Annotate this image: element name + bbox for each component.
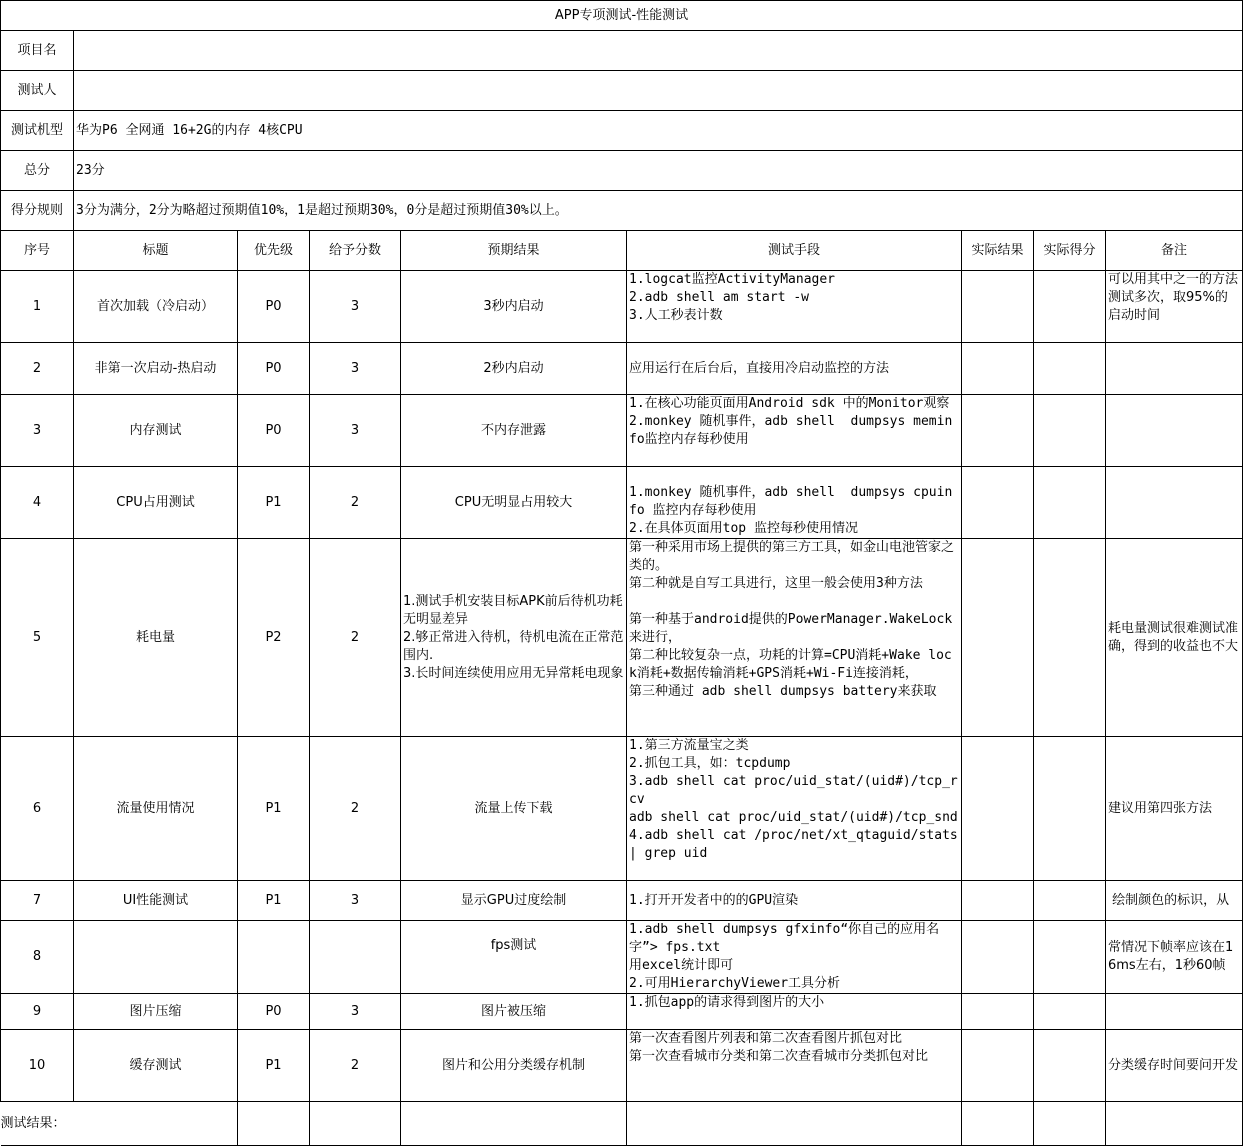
cell-actual-score[interactable] [1034,881,1106,921]
device-label[interactable]: 测试机型 [1,111,74,151]
cell-seq[interactable]: 4 [1,467,74,539]
cell-score[interactable]: 3 [310,881,401,921]
table-row [1,271,1243,343]
header-title[interactable]: 标题 [74,231,238,271]
table-row [1,881,1243,921]
cell-seq[interactable]: 1 [1,271,74,343]
cell-seq[interactable]: 7 [1,881,74,921]
cell-seq[interactable]: 2 [1,343,74,395]
tester-label[interactable]: 测试人 [1,71,74,111]
cell-actual-score[interactable] [1034,467,1106,539]
cell-expected[interactable]: 不内存泄露 [401,395,627,467]
cell-method[interactable]: 1.在核心功能页面用Android sdk 中的Monitor观察 2.monkey 随机事件，adb shell dumpsys meminfo监控内存每秒使用 [627,395,962,467]
cell-method[interactable]: 1.adb shell dumpsys gfxinfo“你自己的应用名字”> fps.txt 用excel统计即可 2.可用HierarchyViewer工具分析 [627,921,962,994]
footer-cell[interactable] [1034,1102,1106,1146]
cell-actual-score[interactable] [1034,539,1106,737]
cell-remark[interactable]: 耗电量测试很难测试准确，得到的收益也不大 [1106,539,1243,737]
cell-expected[interactable]: fps测试 [401,921,627,994]
cell-priority[interactable]: P0 [238,343,310,395]
project-label[interactable]: 项目名 [1,31,74,71]
cell-method[interactable]: 第一次查看图片列表和第二次查看图片抓包对比 第一次查看城市分类和第二次查看城市分类抓包对比 [627,1030,962,1102]
cell-title[interactable]: 缓存测试 [74,1030,238,1102]
cell-remark[interactable]: 常情况下帧率应该在16ms左右，1秒60帧 [1106,921,1243,994]
header-remark[interactable]: 备注 [1106,231,1243,271]
cell-actual-result[interactable] [962,467,1034,539]
rule-label[interactable]: 得分规则 [1,191,74,231]
cell-score[interactable]: 3 [310,343,401,395]
cell-priority[interactable]: P0 [238,395,310,467]
cell-method[interactable]: 1.logcat监控ActivityManager 2.adb shell am start -w 3.人工秒表计数 [627,271,962,343]
cell-actual-score[interactable] [1034,1030,1106,1102]
header-score[interactable]: 给予分数 [310,231,401,271]
tester-value[interactable] [74,71,1243,111]
cell-remark[interactable]: 分类缓存时间要问开发 [1106,1030,1243,1102]
project-value[interactable] [74,31,1243,71]
cell-actual-score[interactable] [1034,994,1106,1030]
table-row [1,343,1243,395]
table-row [1,539,1243,737]
footer-cell[interactable] [310,1102,401,1146]
cell-score[interactable]: 3 [310,271,401,343]
cell-priority[interactable]: P1 [238,467,310,539]
table-row [1,994,1243,1030]
header-actual-result[interactable]: 实际结果 [962,231,1034,271]
cell-actual-result[interactable] [962,994,1034,1030]
cell-priority[interactable]: P0 [238,271,310,343]
cell-score[interactable]: 2 [310,737,401,881]
cell-priority[interactable]: P1 [238,1030,310,1102]
cell-actual-result[interactable] [962,395,1034,467]
cell-seq[interactable]: 6 [1,737,74,881]
cell-priority[interactable] [238,921,310,994]
cell-actual-result[interactable] [962,539,1034,737]
cell-priority[interactable]: P1 [238,881,310,921]
cell-method[interactable]: 1.monkey 随机事件，adb shell dumpsys cpuinfo 监控内存每秒使用 2.在具体页面用top 监控每秒使用情况 [627,467,962,539]
cell-title[interactable]: 非第一次启动-热启动 [74,343,238,395]
cell-score[interactable]: 2 [310,1030,401,1102]
cell-method[interactable]: 1.第三方流量宝之类 2.抓包工具，如：tcpdump 3.adb shell cat proc/uid_stat/(uid#)/tcp_rcv adb shell cat proc/uid_stat/(uid#)/tcp_snd 4.adb shell cat /proc/net/xt_qtaguid/stats | grep uid [627,737,962,881]
cell-actual-score[interactable] [1034,921,1106,994]
footer-row [1,1102,1243,1146]
table-row [1,737,1243,881]
cell-score[interactable]: 2 [310,539,401,737]
cell-method[interactable]: 1.打开开发者中的的GPU渲染 [627,881,962,921]
cell-priority[interactable]: P0 [238,994,310,1030]
header-expected[interactable]: 预期结果 [401,231,627,271]
cell-seq[interactable]: 10 [1,1030,74,1102]
cell-method[interactable]: 1.抓包app的请求得到图片的大小 [627,994,962,1030]
cell-expected[interactable]: 图片和公用分类缓存机制 [401,1030,627,1102]
header-actual-score[interactable]: 实际得分 [1034,231,1106,271]
total-label[interactable]: 总分 [1,151,74,191]
cell-title[interactable]: 耗电量 [74,539,238,737]
cell-actual-score[interactable] [1034,271,1106,343]
cell-score[interactable]: 2 [310,467,401,539]
cell-actual-result[interactable] [962,343,1034,395]
cell-actual-score[interactable] [1034,395,1106,467]
sheet-title[interactable]: APP专项测试-性能测试 [1,1,1243,31]
device-value[interactable]: 华为P6 全网通 16+2G的内存 4核CPU [74,111,1243,151]
cell-title[interactable]: 首次加载（冷启动） [74,271,238,343]
cell-expected[interactable]: 显示GPU过度绘制 [401,881,627,921]
cell-actual-result[interactable] [962,737,1034,881]
footer-cell[interactable] [238,1102,310,1146]
cell-remark[interactable] [1106,994,1243,1030]
table-row [1,1030,1243,1102]
cell-actual-score[interactable] [1034,737,1106,881]
footer-cell[interactable] [401,1102,627,1146]
test-result-label[interactable]: 测试结果： [1,1102,238,1146]
cell-expected[interactable]: 1.测试手机安装目标APK前后待机功耗无明显差异 2.够正常进入待机，待机电流在正常范围内. 3.长时间连续使用应用无异常耗电现象 [401,539,627,737]
cell-remark[interactable] [1106,343,1243,395]
footer-cell[interactable] [1106,1102,1243,1146]
cell-score[interactable] [310,921,401,994]
cell-actual-result[interactable] [962,921,1034,994]
header-priority[interactable]: 优先级 [238,231,310,271]
cell-score[interactable]: 3 [310,395,401,467]
cell-seq[interactable]: 3 [1,395,74,467]
table-row [1,467,1243,539]
cell-title[interactable]: CPU占用测试 [74,467,238,539]
cell-actual-result[interactable] [962,1030,1034,1102]
cell-seq[interactable]: 9 [1,994,74,1030]
cell-expected[interactable]: CPU无明显占用较大 [401,467,627,539]
cell-method[interactable]: 应用运行在后台后，直接用冷启动监控的方法 [627,343,962,395]
cell-expected[interactable]: 图片被压缩 [401,994,627,1030]
total-value[interactable]: 23分 [74,151,1243,191]
header-seq[interactable]: 序号 [1,231,74,271]
cell-remark[interactable] [1106,395,1243,467]
cell-remark[interactable]: 可以用其中之一的方法测试多次，取95%的启动时间 [1106,271,1243,343]
cell-expected[interactable]: 2秒内启动 [401,343,627,395]
header-row [1,231,1243,271]
cell-priority[interactable]: P2 [238,539,310,737]
footer-cell[interactable] [962,1102,1034,1146]
rule-value[interactable]: 3分为满分，2分为略超过预期值10%，1是超过预期30%，0分是超过预期值30%以上。 [74,191,1243,231]
table-row [1,395,1243,467]
cell-remark[interactable]: 建议用第四张方法 [1106,737,1243,881]
cell-title[interactable]: UI性能测试 [74,881,238,921]
cell-title[interactable] [74,921,238,994]
cell-priority[interactable]: P1 [238,737,310,881]
cell-remark[interactable]: 绘制颜色的标识，从 [1106,881,1243,921]
cell-actual-result[interactable] [962,271,1034,343]
cell-remark[interactable] [1106,467,1243,539]
cell-score[interactable]: 3 [310,994,401,1030]
header-method[interactable]: 测试手段 [627,231,962,271]
cell-title[interactable]: 图片压缩 [74,994,238,1030]
cell-actual-score[interactable] [1034,343,1106,395]
cell-seq[interactable]: 5 [1,539,74,737]
cell-expected[interactable]: 流量上传下载 [401,737,627,881]
footer-cell[interactable] [627,1102,962,1146]
cell-title[interactable]: 内存测试 [74,395,238,467]
cell-expected[interactable]: 3秒内启动 [401,271,627,343]
cell-seq[interactable]: 8 [1,921,74,994]
table-row [1,921,1243,994]
cell-actual-result[interactable] [962,881,1034,921]
cell-method[interactable]: 第一种采用市场上提供的第三方工具，如金山电池管家之类的。 第二种就是自写工具进行，这里一般会使用3种方法 第一种基于android提供的PowerManager.WakeLock来进行， 第二种比较复杂一点，功耗的计算=CPU消耗+Wake lock消耗+数据传输消耗+GPS消耗+Wi-Fi连接消耗， 第三种通过 adb shell dumpsys battery来获取 [627,539,962,737]
cell-title[interactable]: 流量使用情况 [74,737,238,881]
